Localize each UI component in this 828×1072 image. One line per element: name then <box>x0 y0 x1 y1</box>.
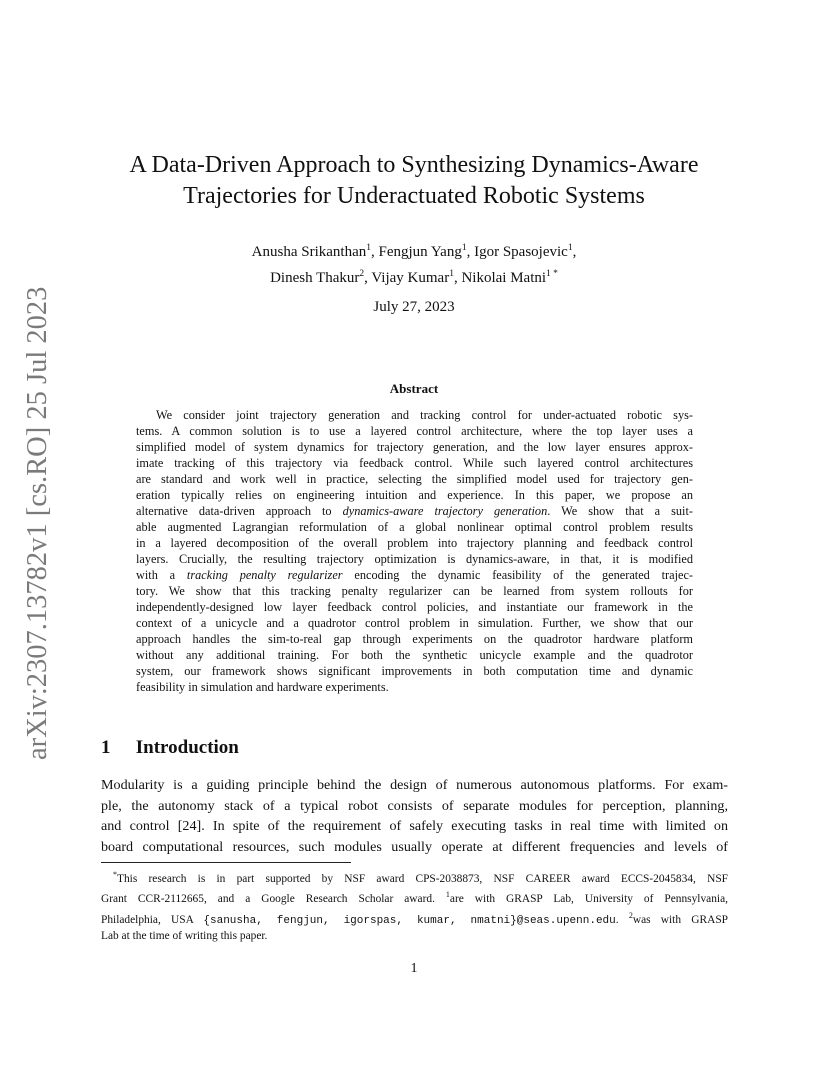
abstract-line: We consider joint trajectory generation and tracking control for under-actuated robotic sys- <box>156 408 693 422</box>
abstract-body <box>136 407 693 695</box>
paper-title <box>100 150 728 212</box>
author-name: Fengjun Yang <box>378 244 462 260</box>
abstract-line: tory. We show that this tracking penalty regularizer can be learned from system rollouts for <box>136 584 693 598</box>
author-affiliation: 1 <box>449 269 454 279</box>
abstract-heading: Abstract <box>389 381 439 396</box>
title-line: A Data-Driven Approach to Synthesizing Dynamics-Aware <box>129 152 699 178</box>
author-line: Dinesh Thakur$^2$, Vijay Kumar$^1$, Nikolai Matni$^{1 *}$ <box>270 269 558 286</box>
abstract-line: feasibility in simulation and hardware experiments. <box>136 680 389 694</box>
title-line: Trajectories for Underactuated Robotic Systems <box>183 183 645 209</box>
abstract-line: approach handles the sim-to-real gap through experiments on the quadrotor hardware platform <box>136 632 693 646</box>
section-title: Introduction <box>135 737 239 758</box>
author-name: Nikolai Matni <box>461 270 547 286</box>
author-affiliation: 1 <box>366 243 371 253</box>
abstract-line: are standard and work well in practice, selecting the simplified model used for trajectory gen- <box>136 472 693 486</box>
footnote-marker: 1 <box>445 890 450 900</box>
paragraph-line: Modularity is a guiding principle behind the design of numerous autonomous platforms. For exam- <box>101 777 728 793</box>
abstract-line: simplified model of system dynamics for trajectory generation, and the low layer ensures approx- <box>136 440 693 454</box>
author-name: Dinesh Thakur <box>270 270 360 286</box>
introduction-body <box>101 775 728 857</box>
abstract-line: context of a unicycle and a quadrotor control problem in simulation. Further, we show that our <box>136 616 693 630</box>
abstract-line: in a layered decomposition of the overall problem into trajectory planning and feedback control <box>136 536 693 550</box>
author-affiliation: 1 <box>567 243 573 253</box>
paragraph-line: ple, the autonomy stack of a typical robot consists of separate modules for perception, planning, <box>101 797 728 814</box>
abstract-line: able augmented Lagrangian reformulation of a global nonlinear optimal control problem results <box>136 520 693 534</box>
author-affiliation: 2 <box>359 269 365 279</box>
footnote-divider <box>101 862 351 863</box>
author-line: Anusha Srikanthan$^1$, Fengjun Yang$^1$, Igor Spasojevic$^1$, <box>251 243 577 260</box>
footnote-line: Grant CCR-2112665, and a Google Research Scholar award. $^1$are with GRASP Lab, University of Pennsylvania, <box>101 890 728 906</box>
author-emails: {sanusha, fengjun, igorspas, kumar, nmatni}@seas.upenn.edu <box>203 914 616 927</box>
footnote-line: Lab at the time of writing this paper. <box>101 929 268 942</box>
abstract-line: without any additional training. For both the synthetic unicycle example and the quadrotor <box>136 648 693 662</box>
abstract-line: alternative data-driven approach to dynamics-aware trajectory generation. We show that a suit- <box>136 504 693 518</box>
paragraph-line: board computational resources, such modules usually operate at different frequencies and levels of <box>101 838 728 855</box>
abstract-line: tems. A common solution is to use a layered control architecture, where the top layer uses a <box>136 424 693 438</box>
arxiv-side-stamp: arXiv:2307.13782v1 [cs.RO] 25 Jul 2023 <box>22 286 53 760</box>
footnote-marker: 2 <box>628 910 633 920</box>
author-affiliation: 1 <box>461 243 467 253</box>
abstract-line: imate tracking of this trajectory via feedback control. While such layered control architectures <box>136 456 693 470</box>
author-affiliation: 1 * <box>546 269 558 279</box>
abstract-line: with a tracking penalty regularizer encoding the dynamic feasibility of the generated trajec- <box>136 568 694 582</box>
abstract-line: independently-designed low layer feedback control policies, and instantiate our framework in the <box>136 600 693 614</box>
author-list <box>100 237 728 289</box>
abstract-line: eration typically relies on engineering intuition and experience. In this paper, we propose an <box>136 488 693 502</box>
footnote-marker: * <box>113 870 117 879</box>
footnote-line: Philadelphia, USA {sanusha, fengjun, igorspas, kumar, nmatni}@seas.upenn.edu. $^2$was with GRASP <box>101 910 728 927</box>
author-name: Anusha Srikanthan <box>251 244 367 260</box>
page-number: 1 <box>410 961 418 976</box>
footnote-line: *This research is in part supported by NSF award CPS-2038873, NSF CAREER award ECCS-2045834, NSF <box>113 870 728 885</box>
abstract-line: system, our framework shows significant improvements in both computation time and dynamic <box>136 664 693 678</box>
abstract-line: layers. Crucially, the resulting trajectory optimization is dynamics-aware, in that, it is modified <box>136 552 693 566</box>
author-name: Igor Spasojevic <box>474 244 568 260</box>
author-name: Vijay Kumar <box>371 270 450 286</box>
paragraph-line: and control [24]. In spite of the requirement of safely executing tasks in real time with limited on <box>101 818 728 834</box>
publication-date: July 27, 2023 <box>373 299 455 315</box>
section-number: 1 <box>101 737 111 758</box>
section-heading <box>101 737 239 759</box>
footnote <box>101 867 728 944</box>
